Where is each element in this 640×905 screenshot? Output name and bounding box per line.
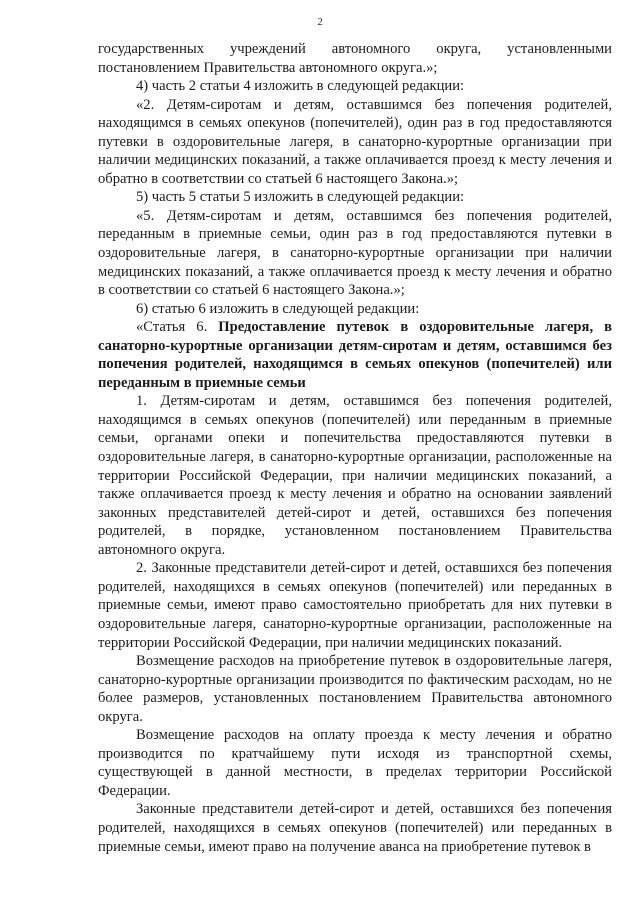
amendment-text-part-2: «2. Детям-сиротам и детям, оставшимся без попечения родителей, находящимся в семьях опекунов (попечителей), один раз в год предоставляются путевки в оздоровительные лагеря, в санаторно-курортные организации при наличии медицинских показаний, а также оплачивается проезд к месту лечения и обратно в соответствии со статьей 6 настоящего Закона.»;	[98, 96, 612, 187]
amendment-text-part-5: «5. Детям-сиротам и детям, оставшимся без попечения родителей, переданным в приемные семьи, один раз в год предоставляются путевки в оздоровительные лагеря, в санаторно-курортные организации при наличии медицинских показаний, а также оплачивается проезд к месту лечения и обратно в соответствии со статьей 6 настоящего Закона.»;	[98, 207, 612, 299]
article-clause-1: 1. Детям-сиротам и детям, оставшимся без попечения родителей, находящимся в семьях опекунов (попечителей) или переданным в приемные семьи, органами опеки и попечительства предоставляются путевки в оздоровительные лагеря, в санаторно-курортные организации, расположенные на территории Российской Федерации, при наличии медицинских показаний, а также оплачивается проезд к месту лечения и обратно на основании заявлений законных представителей детей-сирот и детей, оставшихся без попечения родителей, в порядке, установленном постановлением Правительства автономного округа.	[98, 393, 612, 558]
article-paragraph-reimbursement-travel: Возмещение расходов на оплату проезда к месту лечения и обратно производится по кратчайшему пути исходя из транспортной схемы, существующей в данной местности, в пределах территории Российской Федерации.	[98, 727, 612, 799]
document-body	[98, 40, 612, 856]
article-paragraph-reimbursement-vouchers: Возмещение расходов на приобретение путевок в оздоровительные лагеря, санаторно-курортные организации производится по фактическим расходам, но не более размеров, установленных постановлением Правительства автономного округа.	[98, 653, 612, 725]
amendment-item-6: 6) статью 6 изложить в следующей редакции:	[136, 300, 420, 317]
amendment-item-4: 4) часть 2 статьи 4 изложить в следующей редакции:	[136, 78, 465, 95]
article-title: Предоставление путевок в оздоровительные лагеря, в санаторно-курортные организации детям-сиротам и детям, оставшимся без попечения родителей, находящимся в семьях опекунов (попечителей) или переданным в приемные семьи	[98, 319, 612, 391]
article-prefix: «Статья 6.	[136, 319, 219, 336]
article-clause-2: 2. Законные представители детей-сирот и детей, оставшихся без попечения родителей, находящихся в семьях опекунов (попечителей) или переданных в приемные семьи, имеют право самостоятельно приобретать для них путевки в оздоровительные лагеря, санаторно-курортные организации, расположенные на территории Российской Федерации, при наличии медицинских показаний.	[98, 560, 612, 651]
continuation-paragraph: государственных учреждений автономного округа, установленными постановлением Правительства автономного округа.»;	[98, 41, 612, 76]
article-paragraph-advance: Законные представители детей-сирот и детей, оставшихся без попечения родителей, находящихся в семьях опекунов (попечителей) или переданных в приемные семьи, имеют право на получение аванса на приобретение путевок в	[98, 801, 612, 855]
page-number: 2	[317, 16, 323, 28]
amendment-item-5: 5) часть 5 статьи 5 изложить в следующей редакции:	[136, 189, 465, 206]
article-heading	[98, 318, 612, 392]
